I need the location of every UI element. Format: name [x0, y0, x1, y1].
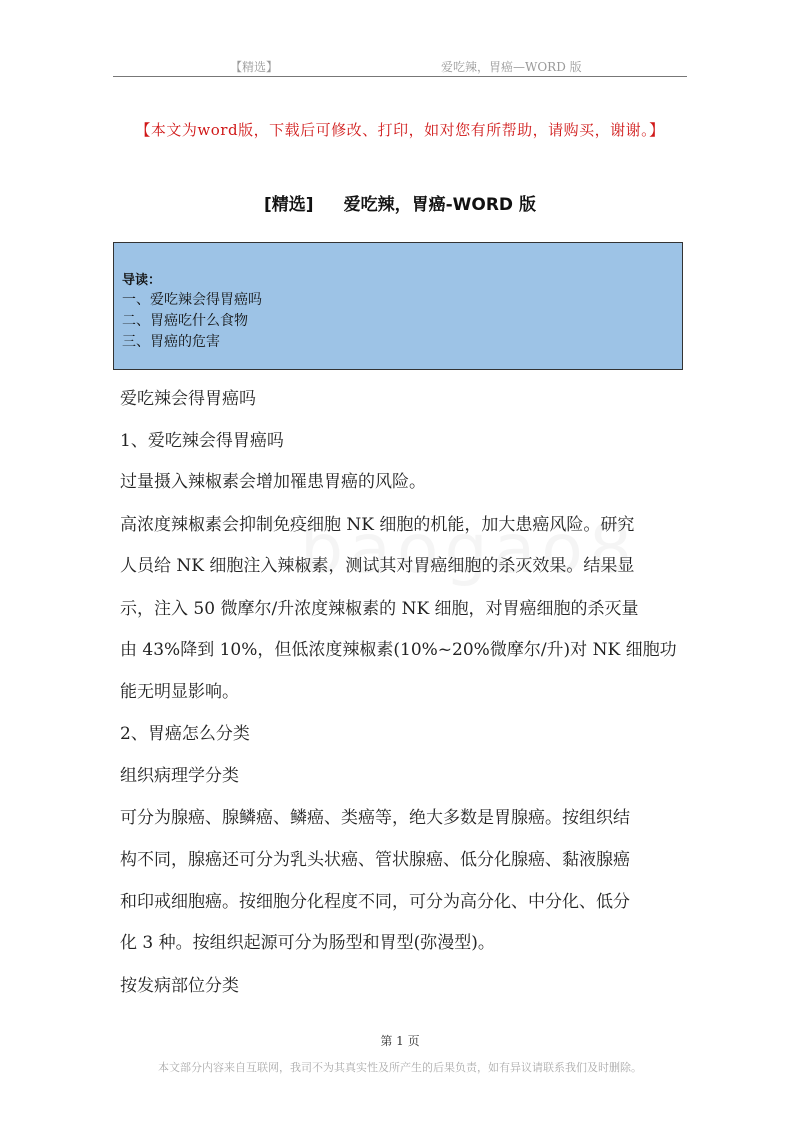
- guide-title: 导读：: [122, 273, 162, 288]
- page-number: 第 1 页: [380, 1034, 420, 1048]
- paragraph-line: 构不同，腺癌还可分为乳头状癌、管状腺癌、低分化腺癌、黏液腺癌: [120, 850, 630, 870]
- paragraph-line: 示，注入 50 微摩尔/升浓度辣椒素的 NK 细胞，对胃癌细胞的杀灭量: [120, 599, 639, 619]
- header-rule: [113, 76, 687, 77]
- paragraph-line: 能无明显影响。: [120, 682, 239, 702]
- section-heading: 爱吃辣会得胃癌吗: [120, 389, 256, 409]
- paragraph-line: 和印戒细胞癌。按细胞分化程度不同，可分为高分化、中分化、低分: [120, 892, 630, 912]
- title-main: 爱吃辣，胃癌-WORD 版: [343, 195, 536, 215]
- paragraph-line: 由 43%降到 10%，但低浓度辣椒素(10%~20%微摩尔/升)对 NK 细胞功: [120, 640, 677, 660]
- guide-item: 三、胃癌的危害: [122, 334, 220, 350]
- subheading: 2、胃癌怎么分类: [120, 724, 250, 744]
- header-right: 爱吃辣，胃癌—WORD 版: [441, 60, 582, 74]
- header-left: 【精选】: [230, 60, 279, 74]
- subheading: 按发病部位分类: [120, 976, 239, 996]
- download-notice: 【本文为word版，下载后可修改、打印，如对您有所帮助，请购买，谢谢。】: [135, 121, 665, 139]
- guide-item: 一、爱吃辣会得胃癌吗: [122, 292, 262, 308]
- guide-box: [113, 242, 683, 370]
- document-title: [0, 190, 800, 215]
- paragraph-line: 高浓度辣椒素会抑制免疫细胞 NK 细胞的机能，加大患癌风险。研究: [120, 515, 635, 535]
- title-tag: [精选]: [264, 195, 314, 215]
- footer-disclaimer: 本文部分内容来自互联网，我司不为其真实性及所产生的后果负责，如有异议请联系我们及时删除。: [158, 1061, 642, 1074]
- paragraph-line: 化 3 种。按组织起源可分为肠型和胃型(弥漫型)。: [120, 933, 495, 953]
- paragraph-line: 过量摄入辣椒素会增加罹患胃癌的风险。: [120, 472, 426, 492]
- guide-item: 二、胃癌吃什么食物: [122, 313, 248, 329]
- paragraph-line: 可分为腺癌、腺鳞癌、鳞癌、类癌等，绝大多数是胃腺癌。按组织结: [120, 808, 630, 828]
- paragraph-line: 人员给 NK 细胞注入辣椒素，测试其对胃癌细胞的杀灭效果。结果显: [120, 556, 635, 576]
- subheading: 组织病理学分类: [120, 766, 239, 786]
- subheading: 1、爱吃辣会得胃癌吗: [120, 431, 284, 451]
